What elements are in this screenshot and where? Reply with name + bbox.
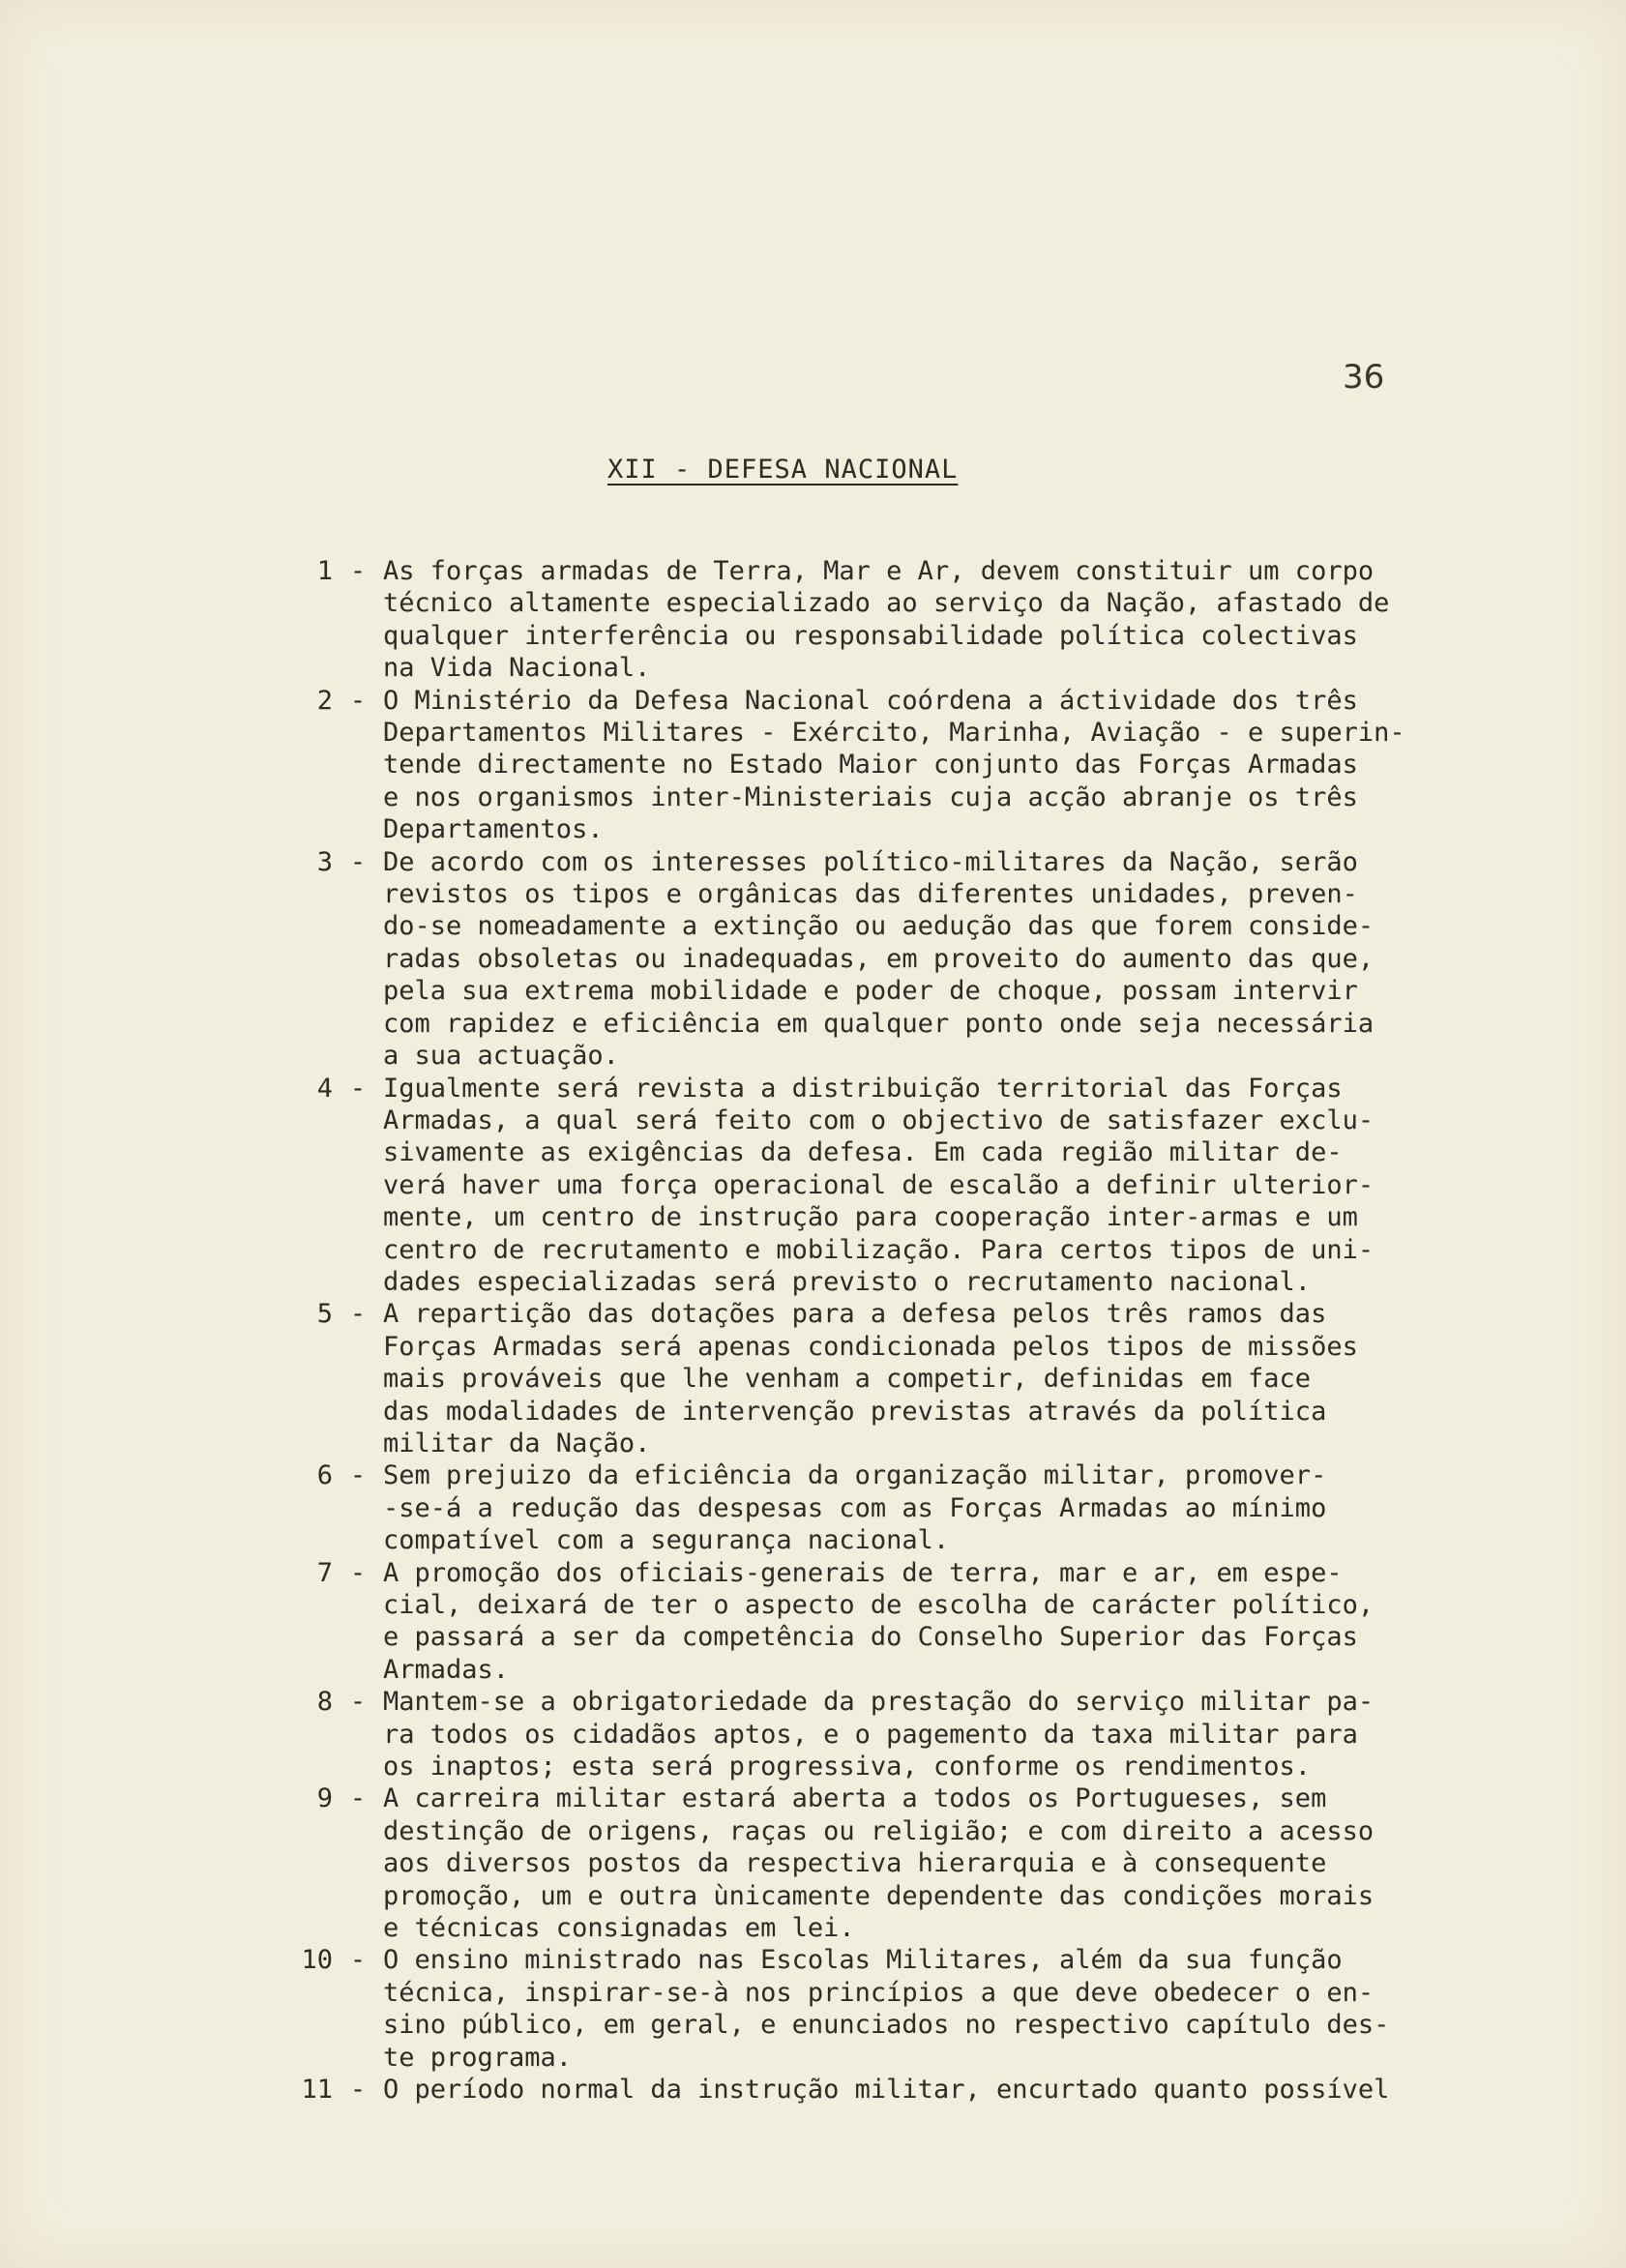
list-item xyxy=(242,685,1461,846)
item-number: 6 xyxy=(316,1460,333,1491)
text-line: O ensino ministrado nas Escolas Militares, além da sua função xyxy=(383,1945,1343,1976)
text-line: Armadas. xyxy=(383,1654,510,1685)
item-separator: - xyxy=(349,1073,367,1104)
text-line: Forças Armadas será apenas condicionada pelos tipos de missões xyxy=(383,1331,1358,1362)
item-text xyxy=(383,2074,1461,2106)
text-line: cial, deixará de ter o aspecto de escolha de carácter político, xyxy=(383,1590,1375,1620)
page-number: 36 xyxy=(1343,358,1385,397)
item-separator: - xyxy=(349,1460,367,1491)
text-line: A repartição das dotações para a defesa pelos três ramos das xyxy=(383,1299,1327,1330)
item-number: 3 xyxy=(316,846,333,877)
text-line: sivamente as exigências da defesa. Em cada região militar de- xyxy=(383,1137,1343,1168)
text-line: aos diversos postos da respectiva hierarquia e à consequente xyxy=(383,1848,1327,1879)
text-line: verá haver uma força operacional de escalão a definir ulterior- xyxy=(383,1169,1375,1200)
text-line: Igualmente será revista a distribuição territorial das Forças xyxy=(383,1073,1343,1104)
text-line: As forças armadas de Terra, Mar e Ar, devem constituir um corpo xyxy=(383,556,1375,586)
text-line: A carreira militar estará aberta a todos os Portugueses, sem xyxy=(383,1783,1327,1814)
text-line: técnico altamente especializado ao serviço da Nação, afastado de xyxy=(383,588,1390,619)
list-item xyxy=(242,846,1461,1073)
item-separator: - xyxy=(349,1557,367,1588)
list-item xyxy=(242,1073,1461,1299)
text-line: centro de recrutamento e mobilização. Para certos tipos de uni- xyxy=(383,1234,1375,1265)
item-text xyxy=(383,1459,1461,1556)
item-text xyxy=(383,1782,1461,1944)
text-line: Sem prejuizo da eficiência da organização militar, promover- xyxy=(383,1460,1327,1491)
text-line: qualquer interferência ou responsabilidade política colectivas xyxy=(383,620,1358,651)
item-number: 5 xyxy=(316,1299,333,1330)
list-item xyxy=(242,2074,1461,2106)
text-line: mente, um centro de instrução para cooperação inter-armas e um xyxy=(383,1202,1358,1233)
text-line: compatível com a segurança nacional. xyxy=(383,1525,950,1556)
item-text xyxy=(383,1686,1461,1782)
text-line: O Ministério da Defesa Nacional coórdena a áctividade dos três xyxy=(383,685,1358,716)
list-item xyxy=(242,1459,1461,1556)
text-line: A promoção dos oficiais-generais de terra, mar e ar, em espe- xyxy=(383,1557,1343,1588)
item-text xyxy=(383,1557,1461,1687)
text-line: com rapidez e eficiência em qualquer ponto onde seja necessária xyxy=(383,1008,1375,1039)
text-line: técnica, inspirar-se-à nos princípios a que deve obedecer o en- xyxy=(383,1977,1375,2008)
text-line: do-se nomeadamente a extinção ou aedução das que forem conside- xyxy=(383,911,1375,942)
text-line: sino público, em geral, e enunciados no respectivo capítulo des- xyxy=(383,2010,1390,2041)
item-text xyxy=(383,1073,1461,1299)
item-number: 8 xyxy=(316,1687,333,1718)
text-line: dades especializadas será previsto o recrutamento nacional. xyxy=(383,1266,1312,1297)
text-line: destinção de origens, raças ou religião; e com direito a acesso xyxy=(383,1815,1375,1846)
numbered-list xyxy=(242,555,1461,2106)
text-line: Armadas, a qual será feito com o objectivo de satisfazer exclu- xyxy=(383,1105,1375,1135)
item-separator: - xyxy=(349,2075,367,2106)
text-line: a sua actuação. xyxy=(383,1041,619,1072)
text-line: ra todos os cidadãos aptos, e o pagemento da taxa militar para xyxy=(383,1719,1358,1750)
text-line: militar da Nação. xyxy=(383,1428,651,1458)
text-line: O período normal da instrução militar, encurtado quanto possível xyxy=(383,2075,1390,2106)
list-item xyxy=(242,1557,1461,1687)
text-line: radas obsoletas ou inadequadas, em proveito do aumento das que, xyxy=(383,943,1375,974)
text-line: pela sua extrema mobilidade e poder de choque, possam intervir xyxy=(383,976,1358,1007)
item-separator: - xyxy=(349,1687,367,1718)
text-line: tende directamente no Estado Maior conjunto das Forças Armadas xyxy=(383,750,1358,781)
text-line: -se-á a redução das despesas com as Forças Armadas ao mínimo xyxy=(383,1492,1327,1523)
item-number: 11 xyxy=(301,2075,333,2106)
text-line: Mantem-se a obrigatoriedade da prestação do serviço militar pa- xyxy=(383,1687,1375,1718)
item-text xyxy=(383,555,1461,685)
text-line: Departamentos. xyxy=(383,814,604,845)
item-number: 2 xyxy=(316,685,333,716)
item-separator: - xyxy=(349,846,367,877)
list-item xyxy=(242,555,1461,685)
list-item xyxy=(242,1686,1461,1782)
item-text xyxy=(383,685,1461,846)
item-number: 4 xyxy=(316,1073,333,1104)
list-item xyxy=(242,1782,1461,1944)
item-separator: - xyxy=(349,1299,367,1330)
item-number: 10 xyxy=(301,1945,333,1976)
item-text xyxy=(383,1298,1461,1459)
text-line: e nos organismos inter-Ministeriais cuja acção abranje os três xyxy=(383,781,1358,812)
item-text xyxy=(383,846,1461,1073)
text-line: Departamentos Militares - Exército, Marinha, Aviação - e superin- xyxy=(383,718,1405,749)
item-separator: - xyxy=(349,556,367,586)
item-number: 7 xyxy=(316,1557,333,1588)
section-title: XII - DEFESA NACIONAL xyxy=(607,455,959,485)
item-separator: - xyxy=(349,1945,367,1976)
text-line: na Vida Nacional. xyxy=(383,653,651,684)
item-text xyxy=(383,1944,1461,2074)
item-number: 1 xyxy=(316,556,333,586)
text-line: e passará a ser da competência do Conselho Superior das Forças xyxy=(383,1622,1358,1653)
text-line: revistos os tipos e orgânicas das diferentes unidades, preven- xyxy=(383,879,1358,910)
text-line: promoção, um e outra ùnicamente dependente das condições morais xyxy=(383,1880,1375,1911)
list-item xyxy=(242,1298,1461,1459)
item-separator: - xyxy=(349,1783,367,1814)
text-line: e técnicas consignadas em lei. xyxy=(383,1913,855,1944)
item-number: 9 xyxy=(316,1783,333,1814)
text-line: De acordo com os interesses político-militares da Nação, serão xyxy=(383,846,1358,877)
text-line: das modalidades de intervenção previstas através da política xyxy=(383,1396,1327,1427)
text-line: os inaptos; esta será progressiva, conforme os rendimentos. xyxy=(383,1752,1312,1782)
text-line: te programa. xyxy=(383,2042,573,2073)
item-separator: - xyxy=(349,685,367,716)
text-line: mais prováveis que lhe venham a competir, definidas em face xyxy=(383,1364,1312,1395)
list-item xyxy=(242,1944,1461,2074)
